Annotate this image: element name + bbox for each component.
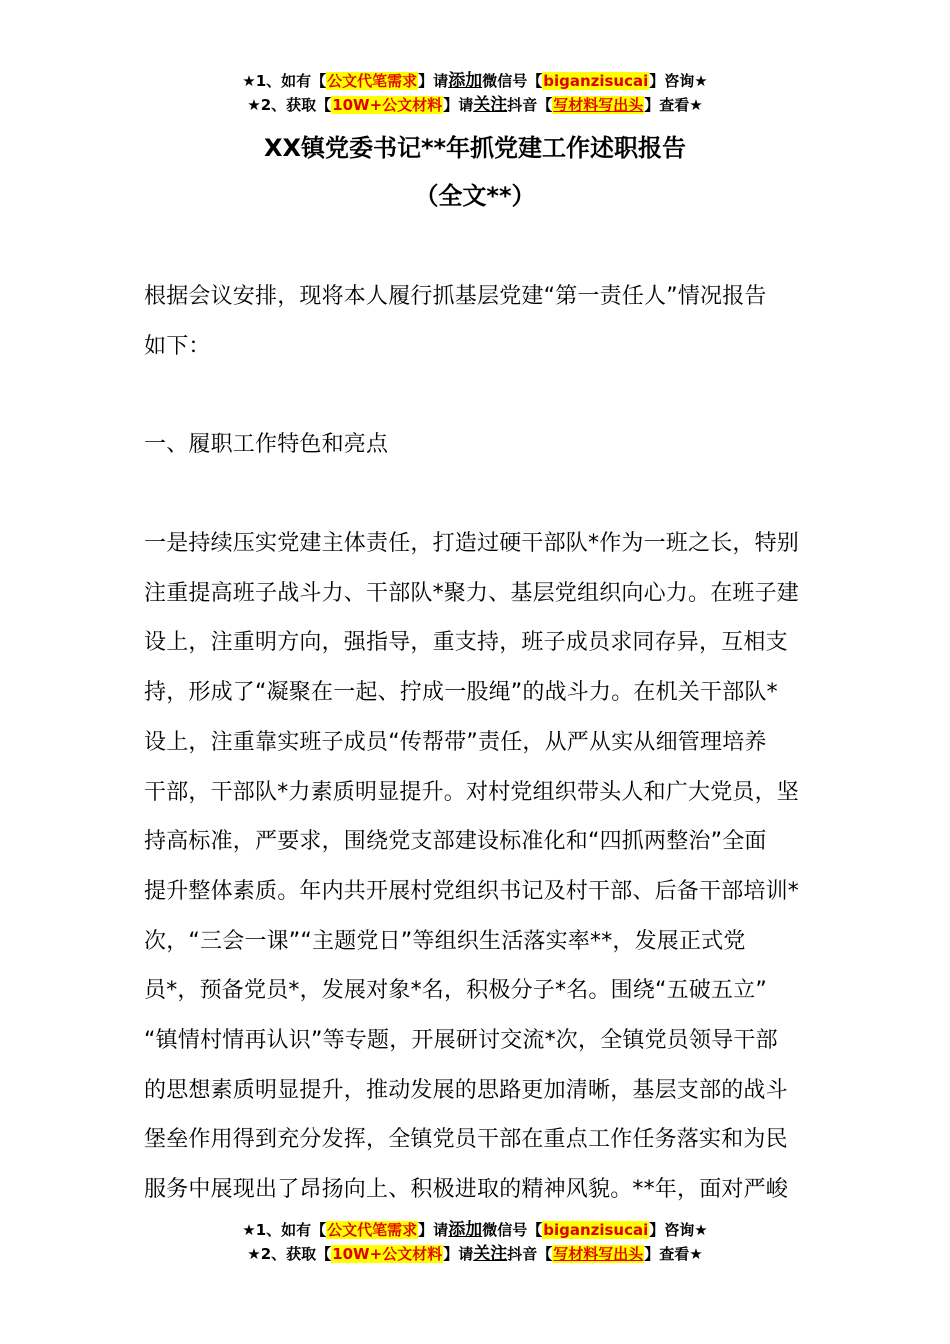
text-line: “镇情村情再认识”等专题，开展研讨交流*次，全镇党员领导干部 <box>144 1028 778 1054</box>
promo-highlight: 公文代笔需求 <box>327 72 418 90</box>
intro-paragraph <box>144 272 808 371</box>
promo-emphasis: 关注 <box>473 95 508 115</box>
promo-emphasis: 添加 <box>448 1220 483 1240</box>
text-line: 次，“三会一课”“主题党日”等组织生活落实率**，发展正式党 <box>144 928 746 954</box>
promo-text: 】咨询★ <box>649 1221 708 1239</box>
section-heading <box>144 420 808 470</box>
promo-text: 】查看★ <box>644 96 703 114</box>
footer-promo-banner <box>0 1218 950 1266</box>
promo-line-2 <box>0 93 950 117</box>
text-line: 设上，注重靠实班子成员“传帮带”责任，从严从实从细管理培养 <box>144 729 767 755</box>
text-line: 提升整体素质。年内共开展村党组织书记及村干部、后备干部培训* <box>144 878 800 904</box>
promo-highlight: 10W+公文材料 <box>332 1245 443 1263</box>
promo-text: 抖音【 <box>507 96 553 114</box>
text-line: 注重提高班子战斗力、干部队*聚力、基层党组织向心力。在班子建 <box>144 580 800 606</box>
promo-highlight: 写材料写出头 <box>553 1245 644 1263</box>
text-line: 一是持续压实党建主体责任，打造过硬干部队*作为一班之长，特别 <box>144 531 800 556</box>
promo-line-1 <box>0 69 950 93</box>
text-line: 堡垒作用得到充分发挥，全镇党员干部在重点工作任务落实和为民 <box>144 1127 788 1153</box>
promo-text: 】请 <box>418 72 449 90</box>
promo-highlight: biganzisucai <box>543 1221 649 1239</box>
text-line: 如下： <box>144 333 211 359</box>
text-line: 干部，干部队*力素质明显提升。对村党组织带头人和广大党员，坚 <box>144 779 800 805</box>
promo-highlight: 10W+公文材料 <box>332 96 443 114</box>
promo-emphasis: 添加 <box>448 71 483 91</box>
text-line: 根据会议安排，现将本人履行抓基层党建“第一责任人”情况报告 <box>144 284 767 309</box>
promo-emphasis: 关注 <box>473 1244 508 1264</box>
text-line: 持高标准，严要求，围绕党支部建设标准化和“四抓两整治”全面 <box>144 829 767 855</box>
document-subtitle: （全文**） <box>414 182 536 210</box>
promo-text: 抖音【 <box>507 1245 553 1263</box>
text-line: 设上，注重明方向，强指导，重支持，班子成员求同存异，互相支 <box>144 630 788 656</box>
header-promo-banner <box>0 69 950 117</box>
promo-line-2 <box>0 1242 950 1266</box>
promo-text: 】请 <box>443 96 474 114</box>
promo-highlight: 公文代笔需求 <box>327 1221 418 1239</box>
body-paragraph <box>144 519 808 1215</box>
promo-highlight: biganzisucai <box>543 72 649 90</box>
promo-line-1 <box>0 1218 950 1242</box>
promo-highlight: 写材料写出头 <box>553 96 644 114</box>
text-line: 持，形成了“凝聚在一起、拧成一股绳”的战斗力。在机关干部队* <box>144 680 778 706</box>
text-line: 员*，预备党员*，发展对象*名，积极分子*名。围绕“五破五立” <box>144 978 767 1004</box>
document-title: XX镇党委书记**年抓党建工作述职报告 <box>263 134 687 162</box>
promo-text: ★2、获取【 <box>247 1245 332 1263</box>
text-line: 服务中展现出了昂扬向上、积极进取的精神风貌。**年，面对严峻 <box>144 1177 789 1203</box>
promo-text: 微信号【 <box>482 1221 543 1239</box>
promo-text: 】查看★ <box>644 1245 703 1263</box>
promo-text: 】请 <box>418 1221 449 1239</box>
promo-text: 】咨询★ <box>649 72 708 90</box>
text-line: 的思想素质明显提升，推动发展的思路更加清晰，基层支部的战斗 <box>144 1077 788 1103</box>
section-heading-text: 一、履职工作特色和亮点 <box>144 432 389 457</box>
promo-text: 微信号【 <box>482 72 543 90</box>
promo-text: ★1、如有【 <box>242 1221 327 1239</box>
promo-text: 】请 <box>443 1245 474 1263</box>
promo-text: ★1、如有【 <box>242 72 327 90</box>
promo-text: ★2、获取【 <box>247 96 332 114</box>
